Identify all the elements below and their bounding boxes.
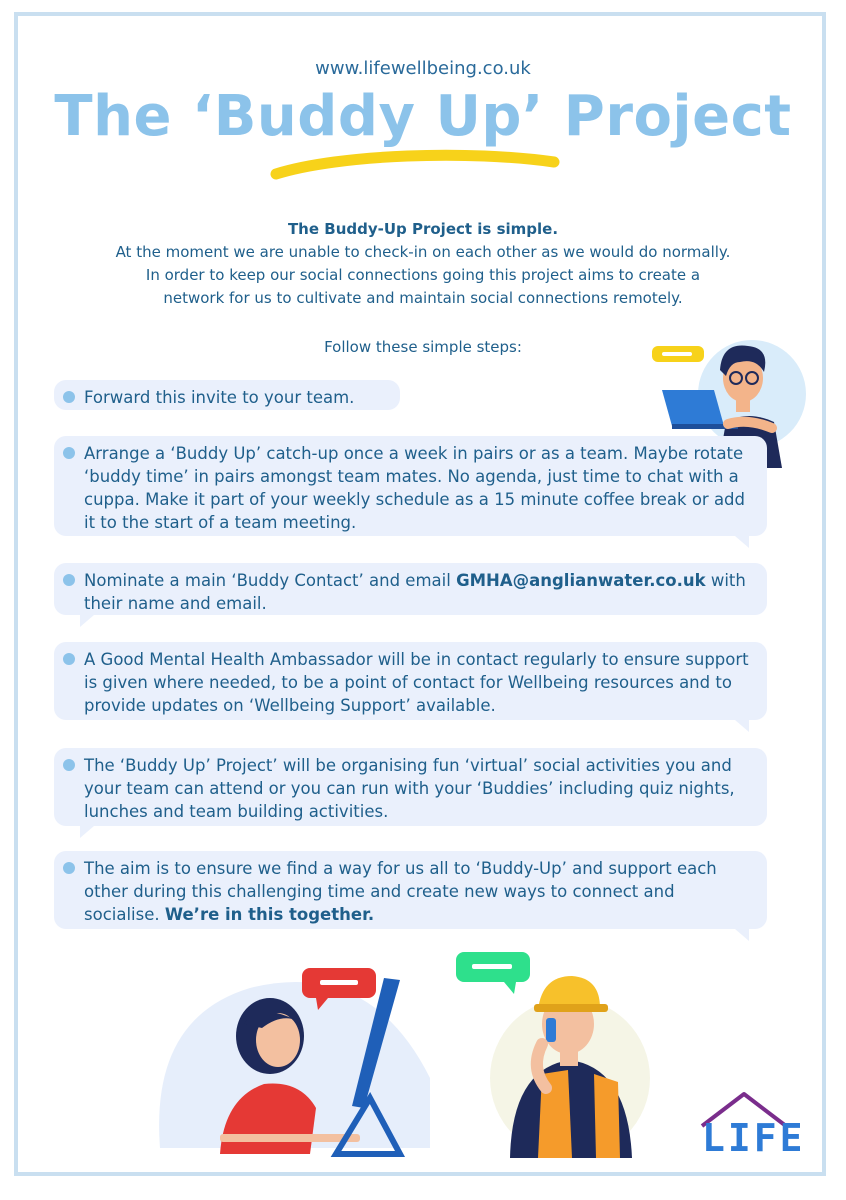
- step-bubble: [54, 851, 767, 929]
- step-bubble: [54, 642, 767, 720]
- woman-computer-illustration: [140, 958, 440, 1158]
- step-bubble: [54, 748, 767, 826]
- bubble-tail: [735, 929, 749, 941]
- bubble-tail: [80, 615, 94, 627]
- bullet-icon: [63, 759, 75, 771]
- website-url[interactable]: www.lifewellbeing.co.uk: [315, 58, 531, 79]
- logo-letters: LIFE: [702, 1116, 806, 1160]
- step-text: Nominate a main ‘Buddy Contact’ and email: [84, 571, 457, 590]
- step-bubble: [54, 380, 400, 410]
- contact-email-link[interactable]: GMHA@anglianwater.co.uk: [456, 571, 706, 590]
- worker-phone-illustration: [450, 948, 670, 1158]
- intro-line: In order to keep our social connections going this project aims to create a: [145, 266, 701, 284]
- step-bubble: [54, 563, 767, 615]
- bubble-tail: [80, 826, 94, 838]
- bullet-icon: [63, 862, 75, 874]
- bubble-tail: [735, 720, 749, 732]
- step-text: The ‘Buddy Up’ Project’ will be organising fun ‘virtual’ social activities you and your team can attend or you can run with your ‘Buddies’ including quiz nights, lunches and team building activities.: [84, 756, 735, 821]
- step-text: with their name and email.: [84, 571, 746, 613]
- intro-text: [60, 218, 786, 310]
- bubble-tail: [735, 536, 749, 548]
- steps-heading: Follow these simple steps:: [324, 338, 522, 356]
- intro-line: network for us to cultivate and maintain social connections remotely.: [163, 289, 683, 307]
- step-text: Forward this invite to your team.: [84, 388, 355, 407]
- bullet-icon: [63, 653, 75, 665]
- intro-line: At the moment we are unable to check-in on each other as we would do normally.: [115, 243, 731, 261]
- intro-lead: The Buddy-Up Project is simple.: [287, 220, 559, 238]
- bullet-icon: [63, 447, 75, 459]
- page-title: The ‘Buddy Up’ Project: [54, 84, 792, 149]
- step-text: The aim is to ensure we find a way for us all to ‘Buddy-Up’ and support each other during this challenging time and create new ways to connect and socialise.: [84, 859, 717, 924]
- step-bubble: [54, 436, 767, 536]
- step-text: Arrange a ‘Buddy Up’ catch-up once a week in pairs or as a team. Maybe rotate ‘buddy time’ in pairs amongst team mates. No agenda, just time to chat with a cuppa. Make it part of your weekly schedule as a 15 minute coffee break or add it to the start of a team meeting.: [84, 444, 746, 532]
- step-emphasis: We’re in this together.: [164, 905, 375, 924]
- title-underline-swoosh: [270, 148, 560, 182]
- step-text: A Good Mental Health Ambassador will be in contact regularly to ensure support is given where needed, to be a point of contact for Wellbeing resources and to provide updates on ‘Wellbeing Support’ available.: [84, 650, 749, 715]
- life-logo: [694, 1088, 810, 1164]
- bullet-icon: [63, 574, 75, 586]
- bullet-icon: [63, 391, 75, 403]
